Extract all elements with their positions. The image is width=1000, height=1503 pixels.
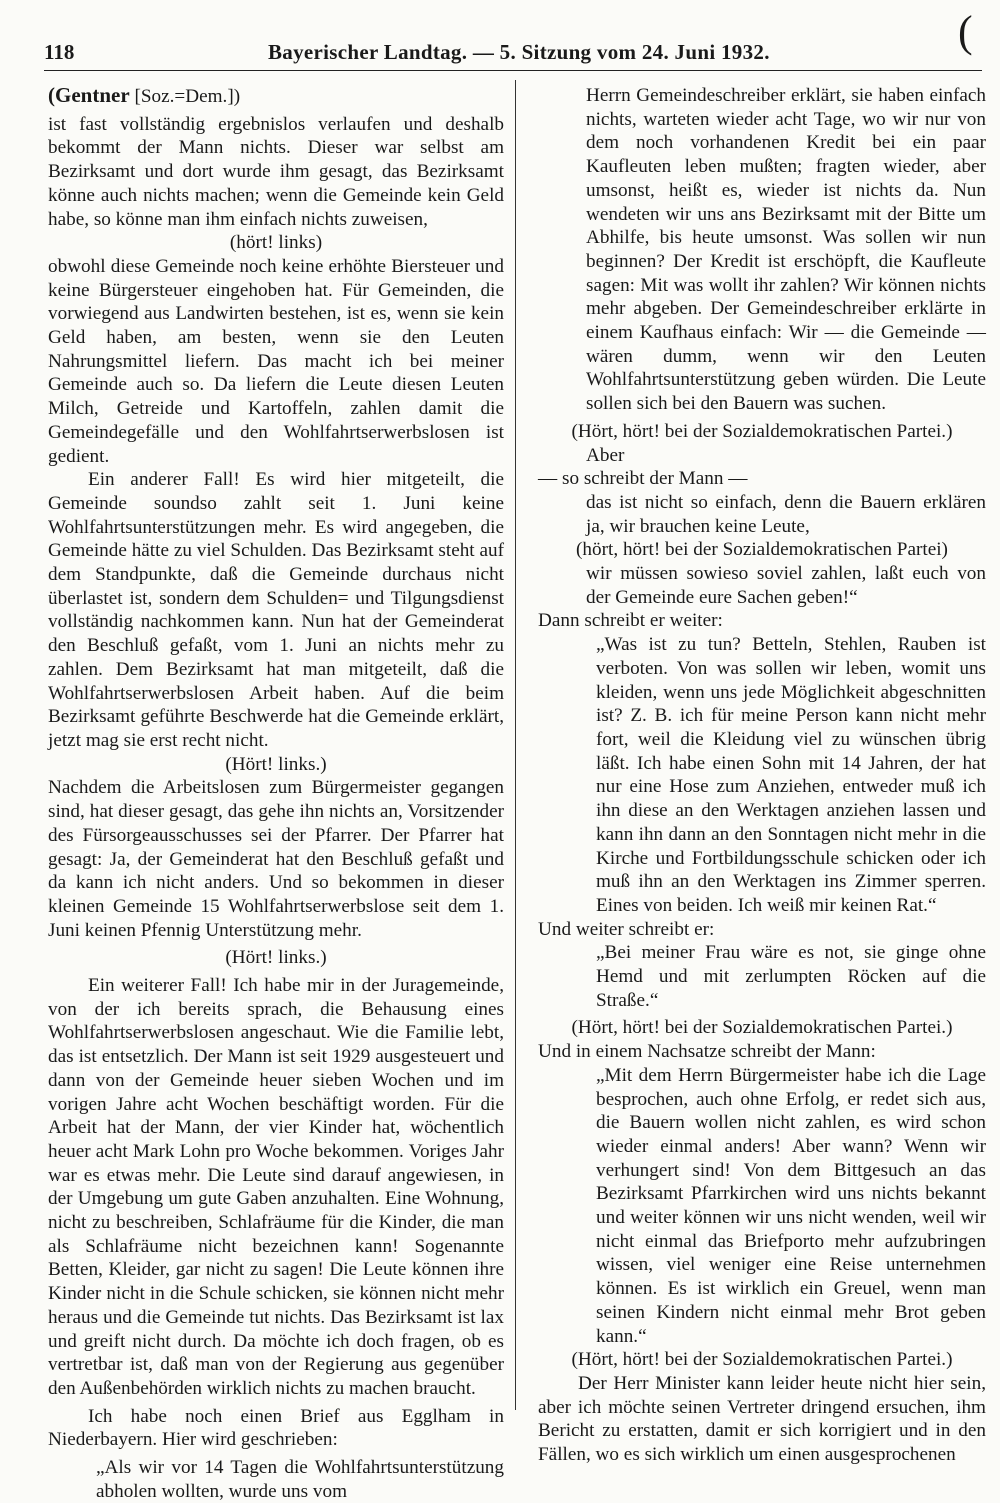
page-header [0, 7, 1000, 70]
column-divider [515, 80, 516, 1410]
paragraph: Ein weiterer Fall! Ich habe mir in der Juragemeinde, von der ich bereits sprach, die Behausung eines Wohlfahrtserwerbslosen angeschaut. Wie die Familie lebt, das ist entsetzlich. Der Mann ist seit 1929 ausgesteuert und dann von der Gemeinde heuer sieben Wochen und im vorigen Jahre acht Wochen beschäftigt worden. Für die Arbeit hat der Mann, der vier Kinder hat, wöchentlich heuer acht Mark Lohn pro Woche bekommen. Voriges Jahr war es etwas mehr. Die Leute sind darauf angewiesen, in der Umgebung um gute Gaben anzuhalten. Eine Wohnung, nicht zu beschreiben, Schlafräume für die Kinder, die man als Schlafräume nicht bezeichnen kann! Sogenannte Betten, Kleider, gar nicht zu sagen! Die Leute können ihre Kinder nicht in die Schule schicken, sie können nicht mehr heraus und die Gemeinde tut nichts. Das Bezirksamt ist lax und greift nicht durch. Da möchte ich doch fragen, ob es vertretbar ist, daß man von der Regierung aus gegenüber den Außenbehörden wirklich nichts zu machen braucht. [48, 975, 504, 1399]
interjection: (hört! links) [229, 232, 323, 254]
paragraph: ist fast vollständig ergebnislos verlaufen und deshalb bekommt der Mann nichts. Dieser war selbst am Bezirksamt und dort wurde ihm gesagt, das Bezirksamt könne auch nichts machen; wenn die Gemeinde kein Geld habe, so könne man ihm einfach nichts zuweisen, [48, 113, 504, 230]
header-rule [44, 70, 982, 71]
paragraph: Der Herr Minister kann leider heute nicht hier sein, aber ich möchte seinen Vertreter dringend ersuchen, ihm Bericht zu erstatten, damit er sich korrigiert und in den Fällen, wo es sich wirklich um einen ausgesprochenen [538, 1372, 986, 1466]
interjection: (Hört! links.) [225, 947, 327, 969]
paragraph: Und in einem Nachsatze schreibt der Mann: [538, 1041, 876, 1063]
letter-quote: wir müssen sowieso soviel zahlen, laßt euch von der Gemeinde eure Sachen geben!“ [586, 563, 986, 608]
interjection: (Hört, hört! bei der Sozialdemokratischen Partei.) [571, 420, 953, 442]
right-column [538, 84, 986, 1467]
letter-quote: „Was ist zu tun? Betteln, Stehlen, Rauben ist verboten. Von was sollen wir leben, womit uns kleiden, wenn uns jede Möglichkeit abgeschnitten ist? Z. B. ich für meine Person kann nicht mehr fort, weil die Kleidung viel zu wünschen übrig läßt. Ich habe einen Sohn mit 14 Jahren, der hat nur eine Hose zum Anziehen, entweder muß ich ihn diese an den Werktagen anziehen lassen und kann ihn dann an den Sonntagen nicht mehr in die Kirche und Fortbildungsschule schicken oder ich muß ihn an den Werktagen ins Zimmer sperren. Eines von beiden. Ich weiß mir keinen Rat.“ [596, 634, 986, 916]
interjection: (Hört! links.) [225, 753, 327, 775]
running-head: Bayerischer Landtag. — 5. Sitzung vom 24. Juni 1932. [268, 40, 770, 64]
paragraph: Ein anderer Fall! Es wird hier mitgeteilt, die Gemeinde soundso zahlt seit 1. Juni keine Wohlfahrtsunterstützungen mehr. Es wird angegeben, die Gemeinde hätte zu viel Schulden. Das Bezirksamt steht auf dem Standpunkte, daß die Gemeinde durchaus nicht überlastet ist, sondern dem Schulden= und Tilgungsdienst vollständig nachkommen kann. Nun hat der Gemeinderat den Beschluß gefaßt, vom 1. Juni an nichts mehr zu zahlen. Dem Bezirksamt hat man mitgeteilt, daß die Wohlfahrtserwerbslosen Arbeit haben. Auf die beim Bezirksamt geführte Beschwerde hat die Gemeinde erklärt, jetzt mag sie erst recht nicht. [48, 469, 504, 751]
interjection: (hört, hört! bei der Sozialdemokratischen Partei) [576, 539, 948, 561]
page-number: 118 [44, 40, 75, 64]
paragraph: obwohl diese Gemeinde noch keine erhöhte Biersteuer und keine Bürgersteuer eingehoben hat. Für Gemeinden, die vorwiegend aus Landwirten bestehen, ist es, wenn sie kein Geld haben, am besten, wenn sie den Leuten Nahrungsmittel liefern. Das macht ich bei meiner Gemeinde auch so. Da liefern die Leute diesen Leuten Milch, Getreide und Kartoffeln, zahlen damit die Gemeindegefälle und den Wohlfahrtserwerbslosen ist gedient. [48, 255, 504, 467]
letter-quote: Herrn Gemeindeschreiber erklärt, sie haben einfach nichts, warteten wieder acht Tage, wo wir nur von dem noch vorhandenen Kredit bei ein paar Kaufleuten leben mußten; fragten wieder, aber umsonst, heißt es, wieder ist nichts da. Nun wendeten wir uns ans Bezirksamt mit der Bitte um Abhilfe, bis heute umsonst. Was sollen wir nun beginnen? Der Kredit ist erschöpft, die Kaufleute sagen: Mit was wollt ihr zahlen? Wir können nichts mehr abgeben. Der Gemeindeschreiber erklärte in einem Kaufhaus einfach: Wir — die Gemeinde — wären dumm, wenn wir den Leuten Wohlfahrtsunterstützung geben würden. Die Leute sollen sich bei den Bauern was suchen. [586, 85, 986, 415]
speaker-party: [Soz.=Dem.]) [134, 86, 241, 107]
letter-quote: „Mit dem Herrn Bürgermeister habe ich die Lage besprochen, auch ohne Erfolg, er redet sich aus, die Bauern wollen nicht zahlen, es wird schon wieder einmal anders! Aber wann? Wenn wir verhungert sind! Von dem Bittgesuch an das Bezirksamt Pfarrkirchen wird uns nichts bekannt und weiter können wir uns nicht wenden, weil wir nicht einmal das Briefporto mehr aufzubringen wissen, viel weniger eine Reise unternehmen können. Es ist wirklich ein Greuel, wenn man seinen Kindern nicht einmal mehr Brot geben kann.“ [596, 1064, 986, 1347]
letter-quote: „Als wir vor 14 Tagen die Wohlfahrtsunterstützung abholen wollten, wurde uns vom [96, 1457, 504, 1502]
paragraph: Ich habe noch einen Brief aus Egglham in Niederbayern. Hier wird geschrieben: [48, 1405, 504, 1451]
paragraph: — so schreibt der Mann — [538, 468, 748, 490]
speaker-name: (Gentner [48, 83, 130, 107]
speaker-line [48, 84, 504, 109]
paragraph: Dann schreibt er weiter: [538, 610, 723, 632]
letter-quote: „Bei meiner Frau wäre es not, sie ginge ohne Hemd und mit zerlumpten Röcken auf die Straße.“ [596, 942, 986, 1011]
letter-quote: das ist nicht so einfach, denn die Bauern erklären ja, wir brauchen keine Leute, [586, 491, 986, 537]
interjection: (Hört, hört! bei der Sozialdemokratischen Partei.) [571, 1017, 953, 1039]
left-column [48, 84, 504, 1503]
margin-mark: ( [958, 7, 973, 56]
letter-quote: Aber [586, 444, 625, 466]
paragraph: Und weiter schreibt er: [538, 918, 715, 940]
interjection: (Hört, hört! bei der Sozialdemokratischen Partei.) [571, 1349, 953, 1371]
paragraph: Nachdem die Arbeitslosen zum Bürgermeister gegangen sind, hat dieser gesagt, das gehe ihn nichts an, Vorsitzender des Fürsorgeausschusses sei der Pfarrer. Der Pfarrer hat gesagt: Ja, der Gemeinderat hat den Beschluß gefaßt und da kann ich nicht anders. Und so bekommen in dieser kleinen Gemeinde 15 Wohlfahrtserwerbslose seit dem 1. Juni keinen Pfennig Unterstützung mehr. [48, 777, 504, 941]
